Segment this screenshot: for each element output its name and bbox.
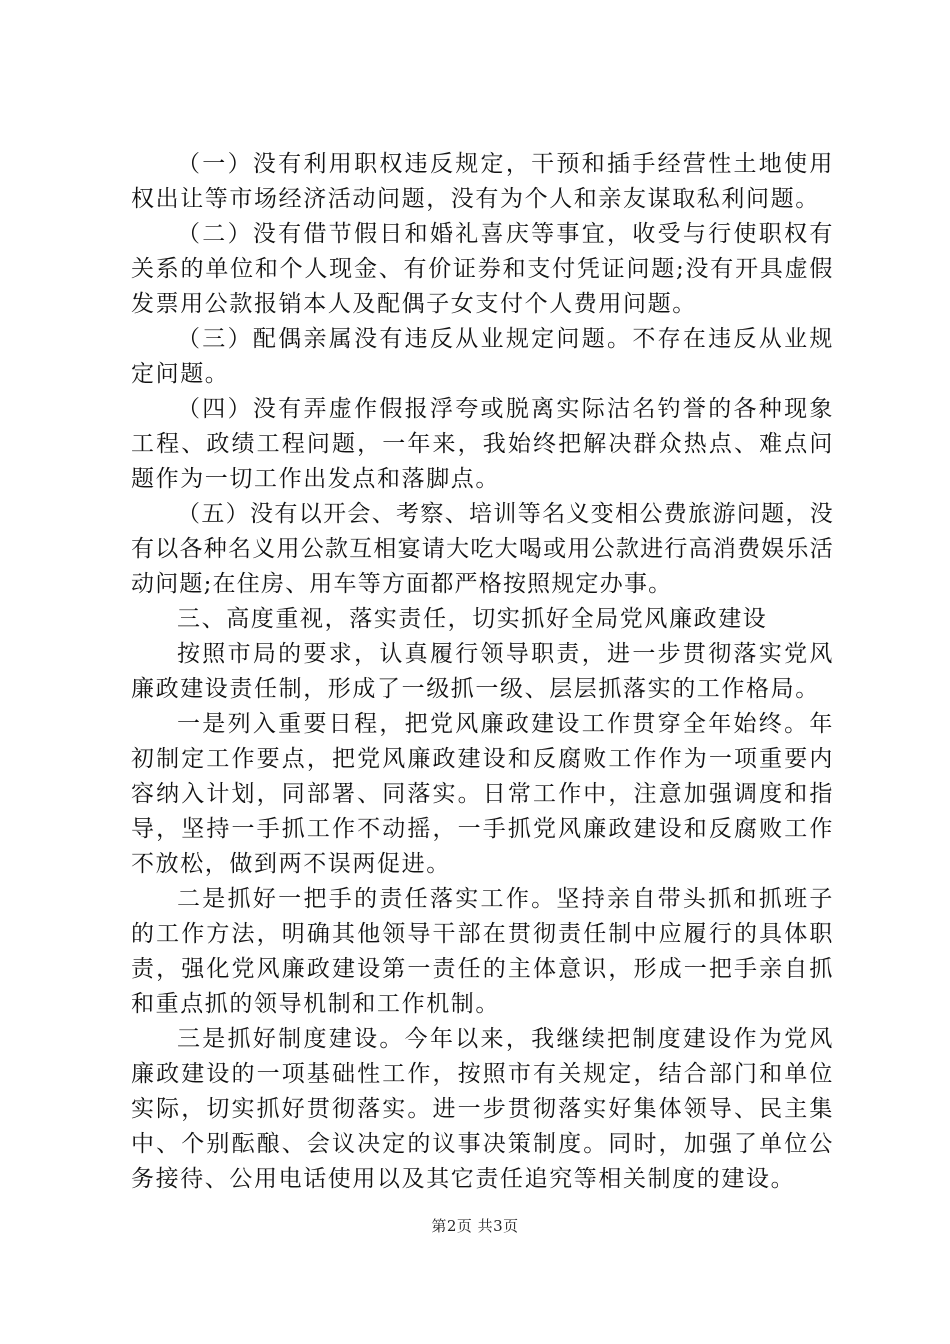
paragraph-item-5: （五）没有以开会、考察、培训等名义变相公费旅游问题，没有以各种名义用公款互相宴请大吃大喝或用公款进行高消费娱乐活动问题;在住房、用车等方面都严格按照规定办事。 — [131, 501, 834, 597]
document-body — [131, 147, 834, 1197]
paragraph-item-4: （四）没有弄虚作假报浮夸或脱离实际沽名钓誉的各种现象工程、政绩工程问题，一年来，我始终把解决群众热点、难点问题作为一切工作出发点和落脚点。 — [131, 396, 834, 492]
paragraph-point-1: 一是列入重要日程，把党风廉政建设工作贯穿全年始终。年初制定工作要点，把党风廉政建设和反腐败工作作为一项重要内容纳入计划，同部署、同落实。日常工作中，注意加强调度和指导，坚持一手抓工作不动摇，一手抓党风廉政建设和反腐败工作不放松，做到两不误两促进。 — [131, 711, 834, 877]
page-footer: 第2页 共3页 — [431, 1217, 519, 1235]
section-heading-3: 三、高度重视，落实责任，切实抓好全局党风廉政建设 — [177, 606, 768, 632]
paragraph-item-2: （二）没有借节假日和婚礼喜庆等事宜，收受与行使职权有关系的单位和个人现金、有价证券和支付凭证问题;没有开具虚假发票用公款报销本人及配偶子女支付个人费用问题。 — [131, 221, 834, 317]
paragraph-point-2: 二是抓好一把手的责任落实工作。坚持亲自带头抓和抓班子的工作方法，明确其他领导干部在贯彻责任制中应履行的具体职责，强化党风廉政建设第一责任的主体意识，形成一把手亲自抓和重点抓的领导机制和工作机制。 — [131, 886, 834, 1017]
paragraph-item-1: （一）没有利用职权违反规定，干预和插手经营性土地使用权出让等市场经济活动问题，没有为个人和亲友谋取私利问题。 — [131, 151, 834, 212]
paragraph-item-3: （三）配偶亲属没有违反从业规定问题。不存在违反从业规定问题。 — [131, 326, 834, 387]
paragraph-intro: 按照市局的要求，认真履行领导职责，进一步贯彻落实党风廉政建设责任制，形成了一级抓一级、层层抓落实的工作格局。 — [131, 641, 834, 702]
paragraph-point-3: 三是抓好制度建设。今年以来，我继续把制度建设作为党风廉政建设的一项基础性工作，按照市有关规定，结合部门和单位实际，切实抓好贯彻落实。进一步贯彻落实好集体领导、民主集中、个别酝酿、会议决定的议事决策制度。同时，加强了单位公务接待、公用电话使用以及其它责任追究等相关制度的建设。 — [131, 1026, 834, 1192]
